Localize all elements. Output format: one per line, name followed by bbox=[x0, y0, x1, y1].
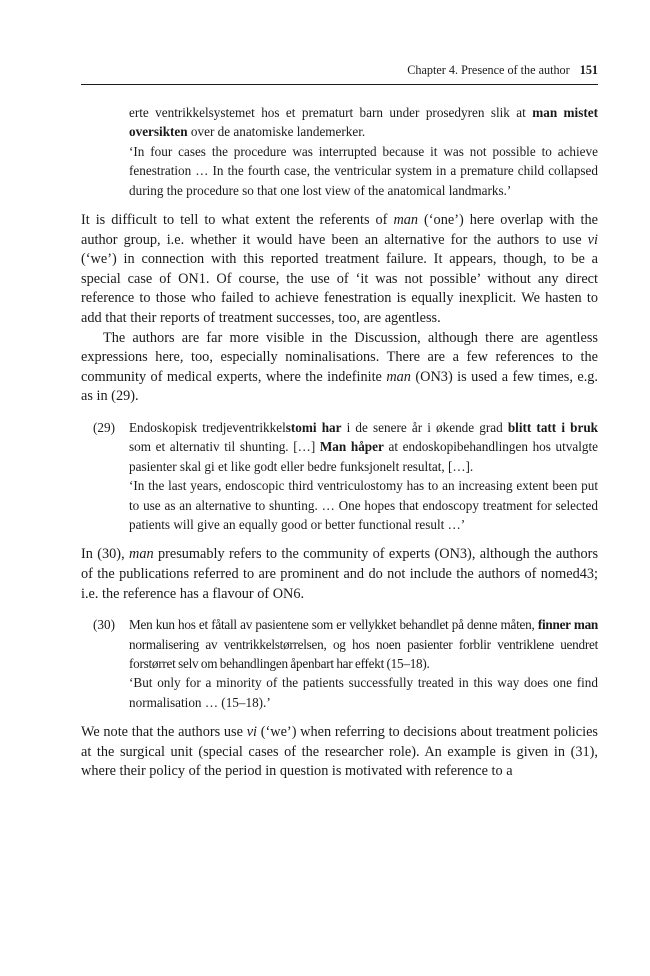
example-29 bbox=[81, 418, 598, 534]
body-paragraph: The authors are far more visible in the Discussion, although there are agentless expressions here, too, especially nominalisations. There are a few references to the community of medical experts, where the indefinite man (ON3) is used a few times, e.g. as in (29). bbox=[81, 329, 598, 405]
example-translation: ‘In the last years, endoscopic third ventriculostomy has to an increasing extent been put to use as an alternative to shunting. … One hopes that endoscopy treatment for selected patients will give an equally good or better functional result …’ bbox=[129, 478, 598, 532]
body-paragraph: It is difficult to tell to what extent the referents of man (‘one’) here overlap with the author group, i.e. whether it would have been an alternative for the authors to use vi (‘we’) in connection with this reported treatment failure. It appears, though, to be a special case of ON1. Of course, the use of ‘it was not possible’ without any direct reference to those who failed to achieve fenestration is equally inexplicit. We hasten to add that their reports of treatment successes, too, are agentless. bbox=[81, 212, 598, 326]
example-translation: ‘In four cases the procedure was interrupted because it was not possible to achieve fenestration … In the fourth case, the ventricular system in a premature child collapsed during the procedure so that one lost view of the anatomical landmarks.’ bbox=[129, 143, 598, 198]
body-paragraph: We note that the authors use vi (‘we’) when referring to decisions about treatment policies at the surgical unit (special cases of the researcher role). An example is given in (31), where their policy of the period in question is motivated with reference to a bbox=[81, 724, 598, 780]
example-original-text: erte ventrikkelsystemet hos et prematurt barn under prosedyren slik at man mistet oversikten over de anatomiske landemerker. bbox=[129, 105, 598, 140]
example-30 bbox=[81, 615, 598, 712]
page-body bbox=[81, 103, 598, 782]
running-head bbox=[81, 62, 598, 78]
example-number: (30) bbox=[93, 617, 115, 633]
body-paragraph: In (30), man presumably refers to the community of experts (ON3), although the authors of the publications referred to are prominent and do not include the authors of nomed43; i.e. the reference has a flavour of ON6. bbox=[81, 546, 599, 602]
running-title: Chapter 4. Presence of the author bbox=[407, 63, 570, 77]
page-number: 151 bbox=[579, 63, 598, 77]
example-number: (29) bbox=[93, 419, 115, 435]
header-rule bbox=[81, 84, 598, 85]
continued-example-28 bbox=[129, 103, 598, 200]
example-original-text: Men kun hos et fåtall av pasientene som er vellykket behandlet på denne måten, finner man normalisering av ventrikkelstørrelsen, og hos noen pasienter forblir ventriklene uendret forstørret selv om behandlingen åpenbart har effekt (15–18). bbox=[129, 617, 599, 671]
example-original-text: Endoskopisk tredjeventrikkelstomi har i de senere år i økende grad blitt tatt i bruk som et alternativ til shunting. […] Man håper at endoskopibehandlingen hos utvalgte pasienter skal gi et like godt eller bedre funksjonelt resultat, […]. bbox=[129, 419, 599, 474]
example-translation: ‘But only for a minority of the patients successfully treated in this way does one find normalisation … (15–18).’ bbox=[129, 675, 598, 710]
